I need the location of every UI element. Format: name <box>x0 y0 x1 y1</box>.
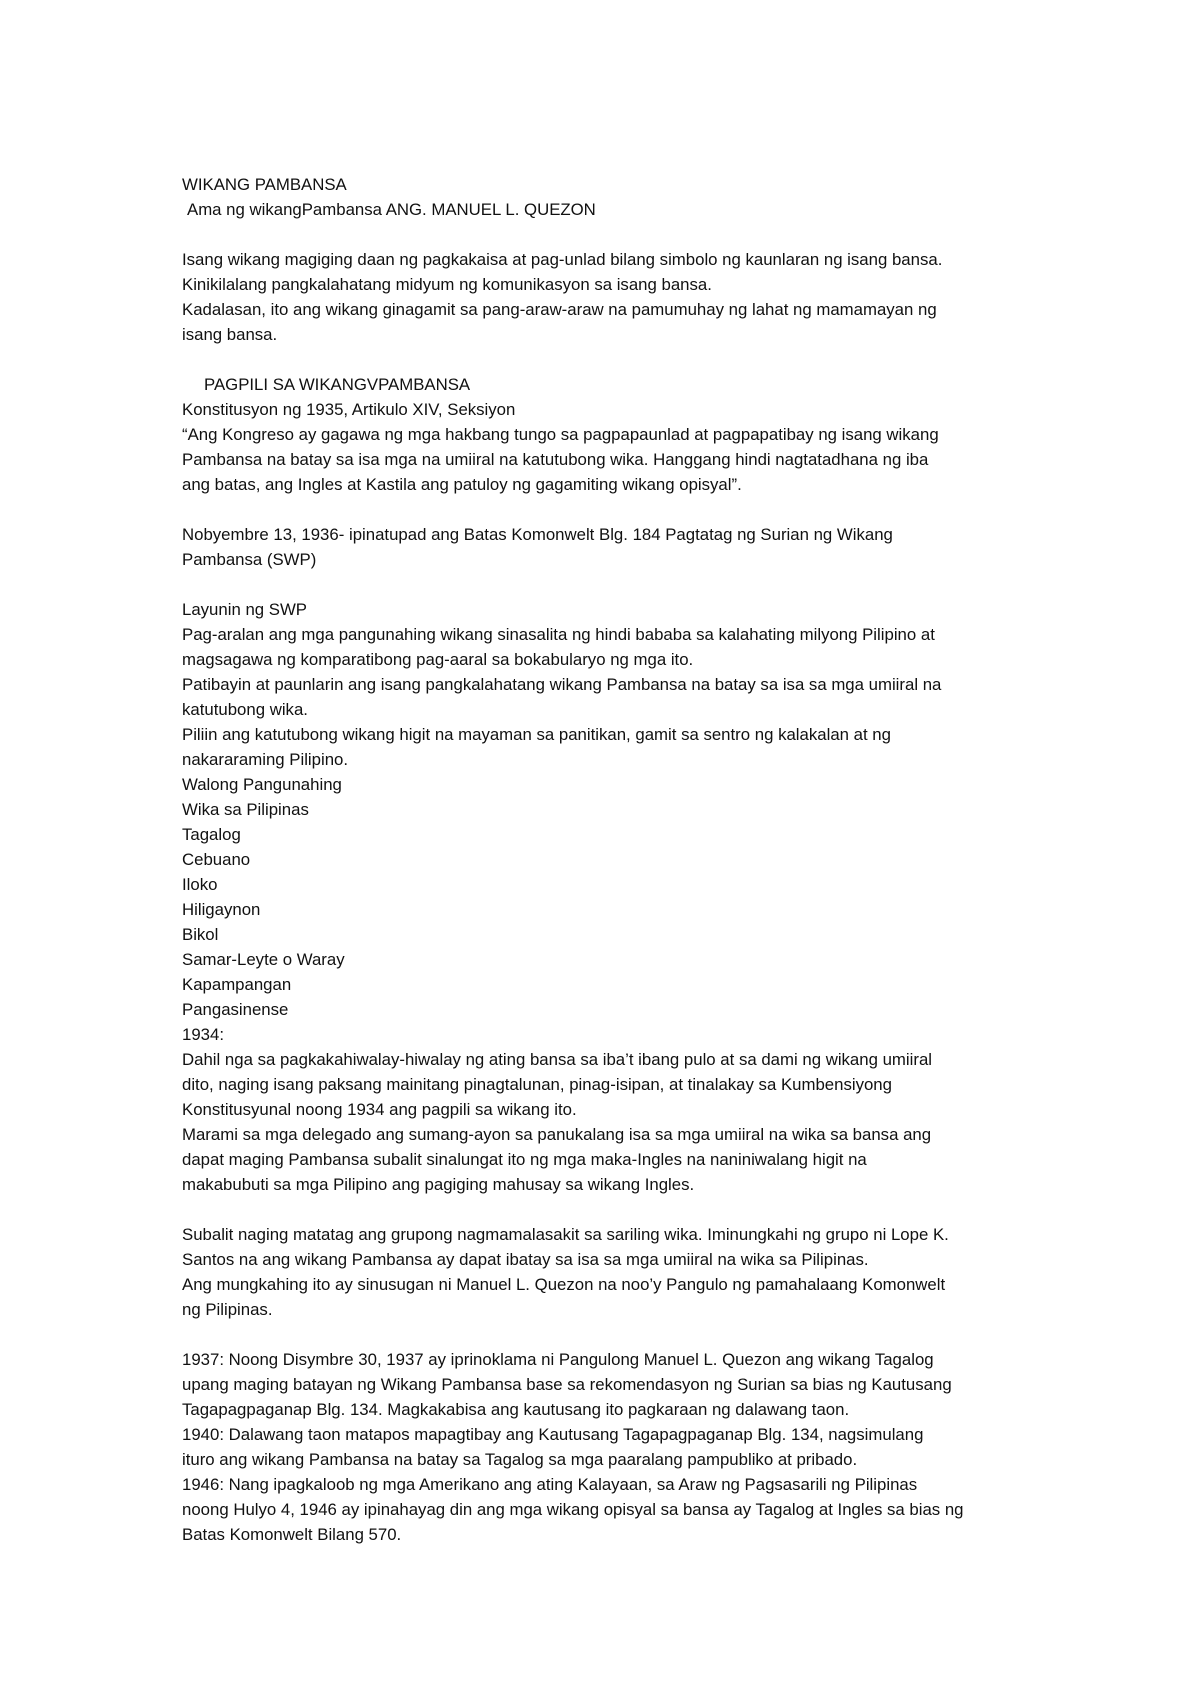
spacer <box>182 1197 1042 1222</box>
text-line: ituro ang wikang Pambansa na batay sa Tagalog sa mga paaralang pampubliko at pribado. <box>182 1450 858 1469</box>
text-line: Pambansa na batay sa isa mga na umiiral na katutubong wika. Hanggang hindi nagtatadhana ng iba <box>182 450 929 469</box>
nobyembre-paragraph <box>182 522 1042 572</box>
text-line: Isang wikang magiging daan ng pagkakaisa at pag-unlad bilang simbolo ng kaunlaran ng isang bansa. <box>182 250 943 269</box>
text-line: Subalit naging matatag ang grupong nagmamalasakit sa sariling wika. Iminungkahi ng grupo ni Lope K. <box>182 1225 949 1244</box>
text-line: 1946: Nang ipagkaloob ng mga Amerikano ang ating Kalayaan, sa Araw ng Pagsasarili ng Pilipinas <box>182 1475 918 1494</box>
text-line: Patibayin at paunlarin ang isang pangkalahatang wikang Pambansa na batay sa isa sa mga umiiral na <box>182 675 942 694</box>
text-line: dapat maging Pambansa subalit sinalungat ito ng mga maka-Ingles na naniniwalang higit na <box>182 1150 867 1169</box>
text-line: Walong Pangunahing <box>182 775 342 794</box>
text-line: Kinikilalang pangkalahatang midyum ng komunikasyon sa isang bansa. <box>182 275 712 294</box>
text-line: isang bansa. <box>182 325 278 344</box>
text-line: Samar-Leyte o Waray <box>182 950 345 969</box>
spacer <box>182 572 1042 597</box>
text-line: upang maging batayan ng Wikang Pambansa base sa rekomendasyon ng Surian sa bias ng Kautusang <box>182 1375 952 1394</box>
text-line: Marami sa mga delegado ang sumang-ayon sa panukalang isa sa mga umiiral na wika sa bansa ang <box>182 1125 932 1144</box>
text-line: Cebuano <box>182 850 251 869</box>
text-line: Piliin ang katutubong wikang higit na mayaman sa panitikan, gamit sa sentro ng kalakalan at ng <box>182 725 891 744</box>
text-line: “Ang Kongreso ay gagawa ng mga hakbang tungo sa pagpapaunlad at pagpapatibay ng isang wikang <box>182 425 939 444</box>
document-body <box>182 172 1042 1547</box>
text-line: Layunin ng SWP <box>182 600 307 619</box>
text-line: 1937: Noong Disymbre 30, 1937 ay iprinoklama ni Pangulong Manuel L. Quezon ang wikang Tagalog <box>182 1350 934 1369</box>
text-line: makabubuti sa mga Pilipino ang pagiging mahusay sa wikang Ingles. <box>182 1175 695 1194</box>
text-line: nakararaming Pilipino. <box>182 750 349 769</box>
text-line: Dahil nga sa pagkakahiwalay-hiwalay ng ating bansa sa iba’t ibang pulo at sa dami ng wikang umiiral <box>182 1050 933 1069</box>
subalit-paragraph <box>182 1222 1042 1322</box>
text-line: ng Pilipinas. <box>182 1300 273 1319</box>
text-line: Wika sa Pilipinas <box>182 800 309 819</box>
spacer <box>182 347 1042 372</box>
text-line: Konstitusyunal noong 1934 ang pagpili sa wikang ito. <box>182 1100 577 1119</box>
document-subtitle: Ama ng wikangPambansa ANG. MANUEL L. QUEZON <box>187 200 596 219</box>
intro-paragraph <box>182 247 1042 347</box>
text-line: Nobyembre 13, 1936- ipinatupad ang Batas Komonwelt Blg. 184 Pagtatag ng Surian ng Wikang <box>182 525 893 544</box>
text-line: Batas Komonwelt Bilang 570. <box>182 1525 402 1544</box>
document-title: WIKANG PAMBANSA <box>182 175 347 194</box>
text-line: ang batas, ang Ingles at Kastila ang patuloy ng gagamiting wikang opisyal”. <box>182 475 742 494</box>
text-line: Bikol <box>182 925 219 944</box>
text-line: noong Hulyo 4, 1946 ay ipinahayag din ang mga wikang opisyal sa bansa ay Tagalog at Ingles sa bias ng <box>182 1500 964 1519</box>
text-line: katutubong wika. <box>182 700 308 719</box>
spacer <box>182 222 1042 247</box>
spacer <box>182 497 1042 522</box>
text-line: magsagawa ng komparatibong pag-aaral sa bokabularyo ng mga ito. <box>182 650 694 669</box>
text-line: Pag-aralan ang mga pangunahing wikang sinasalita ng hindi bababa sa kalahating milyong Pilipino at <box>182 625 935 644</box>
text-line: Kapampangan <box>182 975 292 994</box>
text-line: 1934: <box>182 1025 224 1044</box>
text-line: Pangasinense <box>182 1000 289 1019</box>
text-line: Santos na ang wikang Pambansa ay dapat ibatay sa isa sa mga umiiral na wika sa Pilipinas. <box>182 1250 869 1269</box>
text-line: Kadalasan, ito ang wikang ginagamit sa pang-araw-araw na pamumuhay ng lahat ng mamamayan ng <box>182 300 937 319</box>
text-line: Pambansa (SWP) <box>182 550 317 569</box>
timeline-section <box>182 1347 1042 1547</box>
text-line: Iloko <box>182 875 218 894</box>
constitution-paragraph <box>182 397 1042 497</box>
spacer <box>182 1322 1042 1347</box>
text-line: Hiligaynon <box>182 900 261 919</box>
layunin-section <box>182 597 1042 1197</box>
text-line: Tagalog <box>182 825 241 844</box>
text-line: 1940: Dalawang taon matapos mapagtibay ang Kautusang Tagapagpaganap Blg. 134, nagsimulang <box>182 1425 924 1444</box>
text-line: Konstitusyon ng 1935, Artikulo XIV, Seksiyon <box>182 400 516 419</box>
text-line: Ang mungkahing ito ay sinusugan ni Manuel L. Quezon na noo’y Pangulo ng pamahalaang Komonwelt <box>182 1275 946 1294</box>
text-line: dito, naging isang paksang mainitang pinagtalunan, pinag-isipan, at tinalakay sa Kumbensiyong <box>182 1075 892 1094</box>
section-heading: PAGPILI SA WIKANGVPAMBANSA <box>204 375 471 394</box>
text-line: Tagapagpaganap Blg. 134. Magkakabisa ang kautusang ito pagkaraan ng dalawang taon. <box>182 1400 850 1419</box>
